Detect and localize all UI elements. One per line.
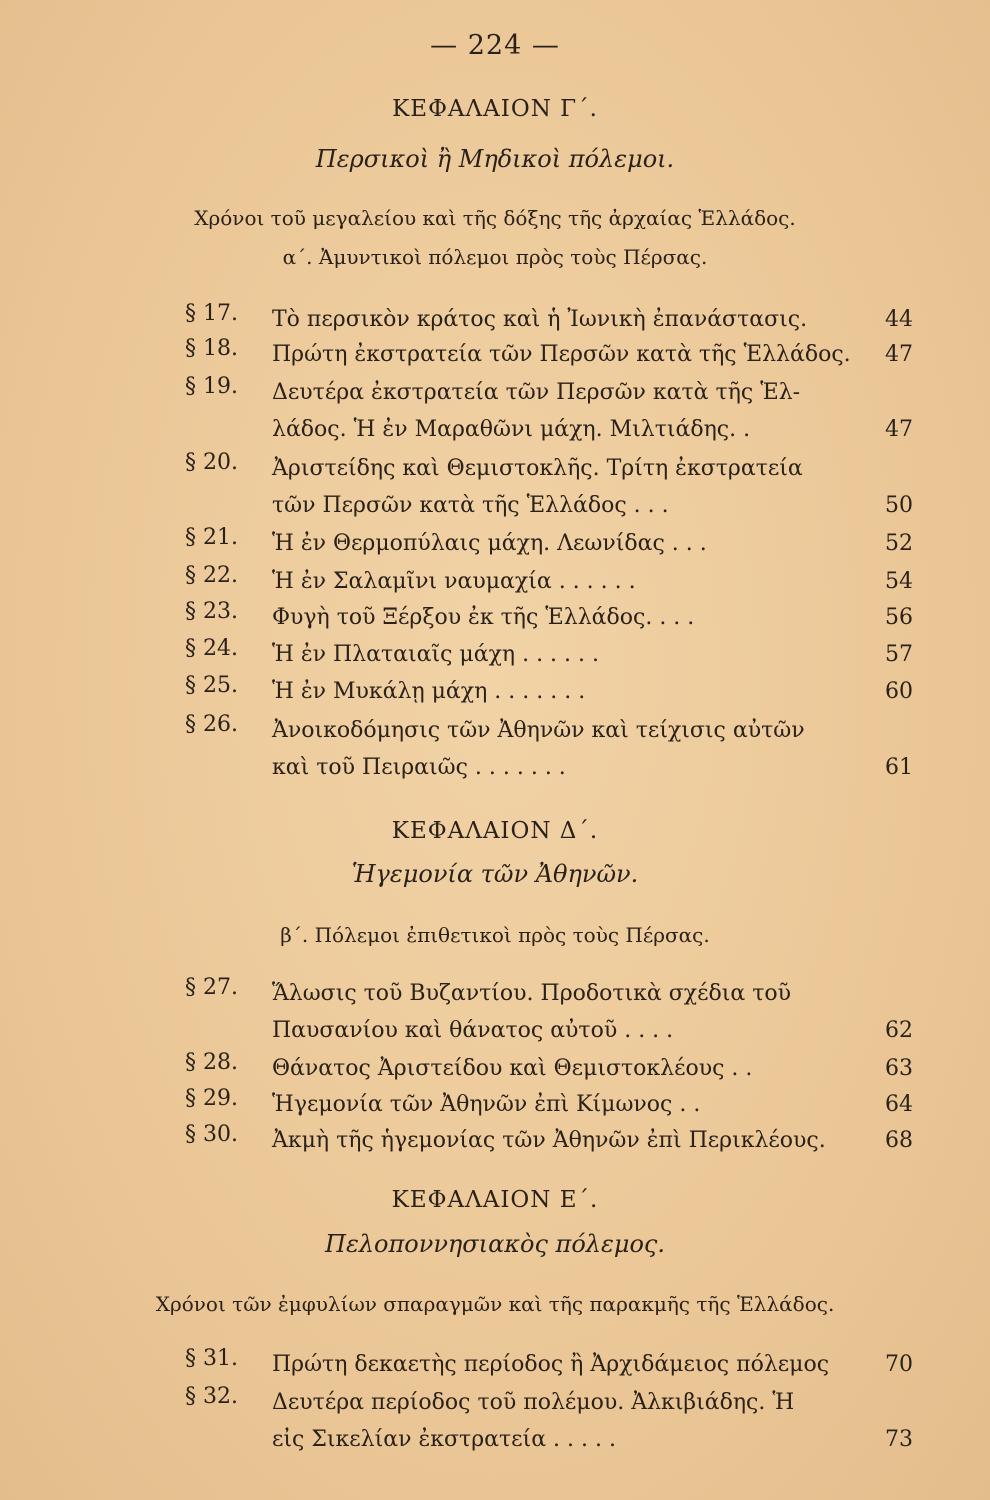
- chapter-heading: ΚΕΦΑΛΑΙΟΝ Δ΄.: [391, 818, 599, 844]
- section-number: § 28.: [185, 1050, 238, 1075]
- period-title: Χρόνοι τῶν ἐμφυλίων σπαραγμῶν καὶ τῆς παρακμῆς τῆς Ἑλλάδος.: [155, 1292, 835, 1316]
- entry-title: Ἡ ἐν Πλαταιαῖς μάχη . . . . . .: [272, 642, 600, 667]
- page-ref: 63: [885, 1056, 913, 1081]
- section-number: § 31.: [185, 1346, 238, 1371]
- entry-title: Πρώτη δεκαετὴς περίοδος ἢ Ἀρχιδάμειος πόλεμος: [272, 1352, 830, 1377]
- section-number: § 27.: [185, 975, 238, 1000]
- section-number: § 22.: [185, 563, 238, 588]
- entry-title: Δευτέρα περίοδος τοῦ πολέμου. Ἀλκιβιάδης. Ἡ: [272, 1390, 795, 1415]
- section-number: § 25.: [185, 673, 238, 698]
- section-number: § 18.: [185, 336, 238, 361]
- entry-title-cont: λάδος. Ἡ ἐν Μαραθῶνι μάχη. Μιλτιάδης. .: [272, 417, 751, 442]
- section-number: § 26.: [185, 712, 238, 737]
- section-number: § 20.: [185, 450, 238, 475]
- page-number: — 224 —: [430, 30, 560, 61]
- page-ref: 64: [885, 1092, 913, 1117]
- entry-title: Θάνατος Ἀριστείδου καὶ Θεμιστοκλέους . .: [272, 1056, 753, 1081]
- section-number: § 29.: [185, 1086, 238, 1111]
- page-ref: 44: [885, 307, 913, 332]
- page-ref: 47: [885, 342, 913, 367]
- entry-title-cont: τῶν Περσῶν κατὰ τῆς Ἑλλάδος . . .: [272, 493, 669, 518]
- chapter-subtitle: Περσικοὶ ἢ Μηδικοὶ πόλεμοι.: [315, 145, 675, 173]
- chapter-subtitle: Πελοποννησιακὸς πόλεμος.: [325, 1230, 665, 1258]
- entry-title-cont: Παυσανίου καὶ θάνατος αὐτοῦ . . . .: [272, 1018, 674, 1043]
- page-ref: 73: [885, 1427, 913, 1452]
- entry-title: Ἡ ἐν Μυκάλῃ μάχη . . . . . . .: [272, 679, 586, 704]
- period-subtitle: β΄. Πόλεμοι ἐπιθετικοὶ πρὸς τοὺς Πέρσας.: [280, 923, 710, 947]
- entry-title: Ἀριστείδης καὶ Θεμιστοκλῆς. Τρίτη ἐκστρατεία: [272, 456, 803, 481]
- section-number: § 19.: [185, 374, 238, 399]
- entry-title-cont: καὶ τοῦ Πειραιῶς . . . . . . .: [272, 755, 566, 780]
- page-ref: 62: [885, 1018, 913, 1043]
- chapter-heading: ΚΕΦΑΛΑΙΟΝ Ε΄.: [391, 1187, 599, 1213]
- entry-title: Ἅλωσις τοῦ Βυζαντίου. Προδοτικὰ σχέδια τοῦ: [272, 981, 792, 1006]
- page-ref: 50: [885, 493, 913, 518]
- entry-title: Φυγὴ τοῦ Ξέρξου ἐκ τῆς Ἑλλάδος. . . .: [272, 605, 695, 630]
- section-number: § 24.: [185, 636, 238, 661]
- page-ref: 70: [885, 1352, 913, 1377]
- page-ref: 54: [885, 569, 913, 594]
- entry-title: Ἀνοικοδόμησις τῶν Ἀθηνῶν καὶ τείχισις αὐτῶν: [272, 718, 805, 743]
- entry-title: Πρώτη ἐκστρατεία τῶν Περσῶν κατὰ τῆς Ἑλλάδος.: [272, 342, 851, 367]
- entry-title: Δευτέρα ἐκστρατεία τῶν Περσῶν κατὰ τῆς Ἑλ-: [272, 380, 801, 405]
- page-ref: 47: [885, 417, 913, 442]
- entry-title: Τὸ περσικὸν κράτος καὶ ἡ Ἰωνικὴ ἐπανάστασις.: [272, 307, 808, 332]
- section-number: § 21.: [185, 525, 238, 550]
- page-ref: 68: [885, 1128, 913, 1153]
- page-ref: 56: [885, 605, 913, 630]
- section-number: § 17.: [185, 301, 238, 326]
- page-ref: 52: [885, 531, 913, 556]
- entry-title-cont: εἰς Σικελίαν ἐκστρατεία . . . . .: [272, 1427, 616, 1452]
- entry-title: Ἡ ἐν Θερμοπύλαις μάχη. Λεωνίδας . . .: [272, 531, 707, 556]
- page-ref: 60: [885, 679, 913, 704]
- entry-title: Ἡ ἐν Σαλαμῖνι ναυμαχία . . . . . .: [272, 569, 636, 594]
- page-ref: 57: [885, 642, 913, 667]
- entry-title: Ἀκμὴ τῆς ἡγεμονίας τῶν Ἀθηνῶν ἐπὶ Περικλέους.: [272, 1128, 826, 1153]
- section-number: § 30.: [185, 1122, 238, 1147]
- section-number: § 32.: [185, 1384, 238, 1409]
- period-subtitle: α΄. Ἀμυντικοὶ πόλεμοι πρὸς τοὺς Πέρσας.: [282, 245, 708, 269]
- entry-title: Ἡγεμονία τῶν Ἀθηνῶν ἐπὶ Κίμωνος . .: [272, 1092, 701, 1117]
- chapter-heading: ΚΕΦΑΛΑΙΟΝ Γ΄.: [392, 96, 598, 122]
- page-ref: 61: [885, 755, 913, 780]
- chapter-subtitle: Ἡγεμονία τῶν Ἀθηνῶν.: [351, 860, 639, 888]
- section-number: § 23.: [185, 599, 238, 624]
- period-title: Χρόνοι τοῦ μεγαλείου καὶ τῆς δόξης τῆς ἀρχαίας Ἑλλάδος.: [194, 206, 796, 230]
